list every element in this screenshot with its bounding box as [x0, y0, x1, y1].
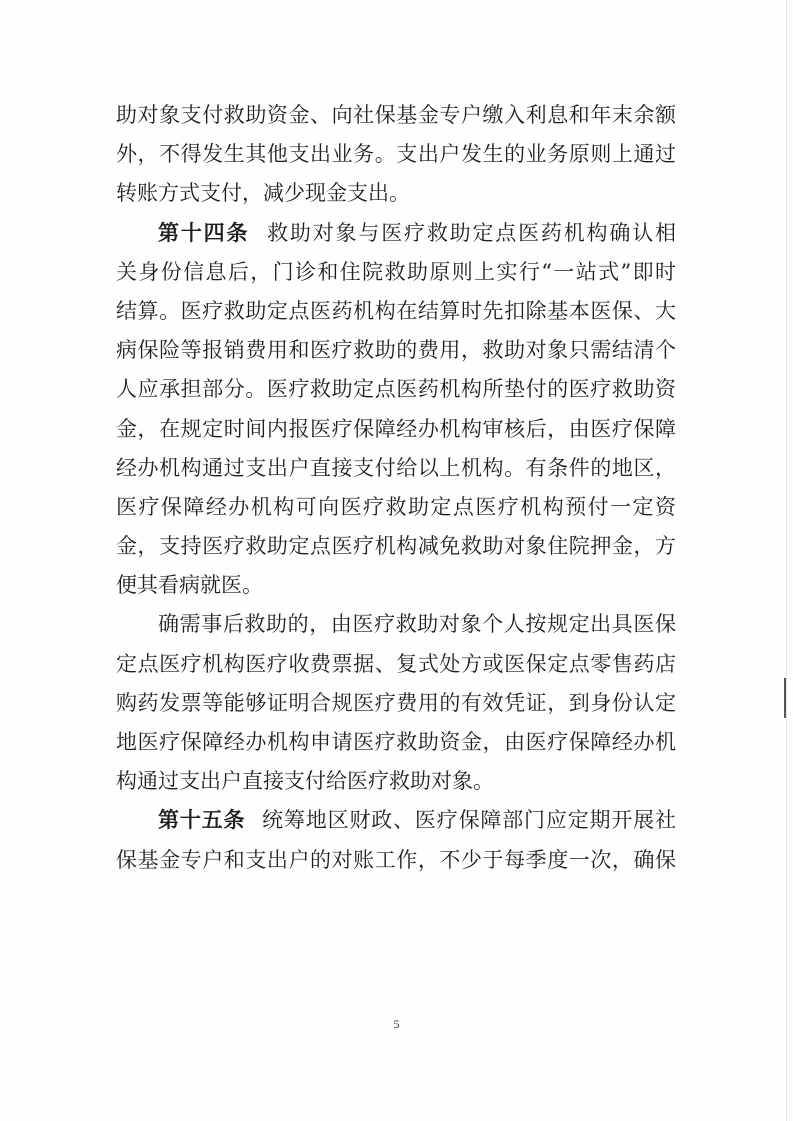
- text-line: [116, 292, 676, 331]
- text-line: [116, 488, 676, 527]
- line-text: 病保险等报销费用和医疗救助的费用，救助对象只需结清个: [116, 338, 676, 363]
- text-line: [116, 135, 676, 174]
- document-body: [116, 96, 676, 880]
- line-text: 人应承担部分。医疗救助定点医药机构所垫付的医疗救助资: [116, 377, 676, 402]
- line-text: 地医疗保障经办机构申请医疗救助资金，由医疗保障经办机: [116, 730, 676, 754]
- scan-edge-line: [786, 0, 787, 1121]
- line-text: 确需事后救助的，由医疗救助对象个人按规定出具医保: [158, 612, 676, 637]
- text-line: [116, 645, 676, 684]
- line-text: 购药发票等能够证明合规医疗费用的有效凭证，到身份认定: [116, 690, 676, 715]
- line-text: 关身份信息后，门诊和住院救助原则上实行“一站式”即时: [116, 259, 676, 284]
- text-line: [116, 841, 676, 880]
- text-line: [116, 684, 676, 723]
- line-text: 医疗保障经办机构可向医疗救助定点医疗机构预付一定资: [116, 494, 676, 519]
- text-line: [116, 762, 676, 801]
- line-text: 便其看病就医。: [116, 573, 263, 598]
- text-line: [116, 449, 676, 488]
- text-line: [116, 566, 676, 605]
- text-line: [116, 253, 676, 292]
- article-heading: 第十五条: [158, 808, 246, 833]
- line-text: 助对象支付救助资金、向社保基金专户缴入利息和年末余额: [116, 103, 676, 127]
- text-line: [116, 605, 676, 644]
- line-text: 金，在规定时间内报医疗保障经办机构审核后，由医疗保障: [116, 416, 676, 441]
- text-line: [116, 331, 676, 370]
- line-text: 保基金专户和支出户的对账工作，不少于每季度一次，确保: [116, 847, 676, 872]
- line-text: 金，支持医疗救助定点医疗机构减免救助对象住院押金，方: [116, 534, 676, 559]
- text-line: [116, 370, 676, 409]
- text-line: [116, 96, 676, 135]
- article-heading: 第十四条: [158, 220, 250, 245]
- page-number: 5: [393, 1017, 400, 1031]
- line-text: 救助对象与医疗救助定点医药机构确认相: [265, 220, 676, 245]
- line-text: 构通过支出户直接支付给医疗救助对象。: [116, 769, 494, 794]
- line-text: 经办机构通过支出户直接支付给以上机构。有条件的地区，: [116, 455, 676, 480]
- line-text: 外，不得发生其他支出业务。支出户发生的业务原则上通过: [116, 142, 676, 167]
- line-text: 转账方式支付，减少现金支出。: [116, 181, 410, 206]
- scan-margin-mark: [784, 678, 786, 718]
- text-line: [116, 410, 676, 449]
- text-line: [116, 527, 676, 566]
- text-line: [116, 174, 676, 213]
- line-text: 定点医疗机构医疗收费票据、复式处方或医保定点零售药店: [116, 651, 676, 676]
- line-text: 统筹地区财政、医疗保障部门应定期开展社: [261, 808, 676, 833]
- text-line: [116, 801, 676, 840]
- line-text: 结算。医疗救助定点医药机构在结算时先扣除基本医保、大: [116, 298, 676, 323]
- text-line: [116, 723, 676, 762]
- text-line: [116, 214, 676, 253]
